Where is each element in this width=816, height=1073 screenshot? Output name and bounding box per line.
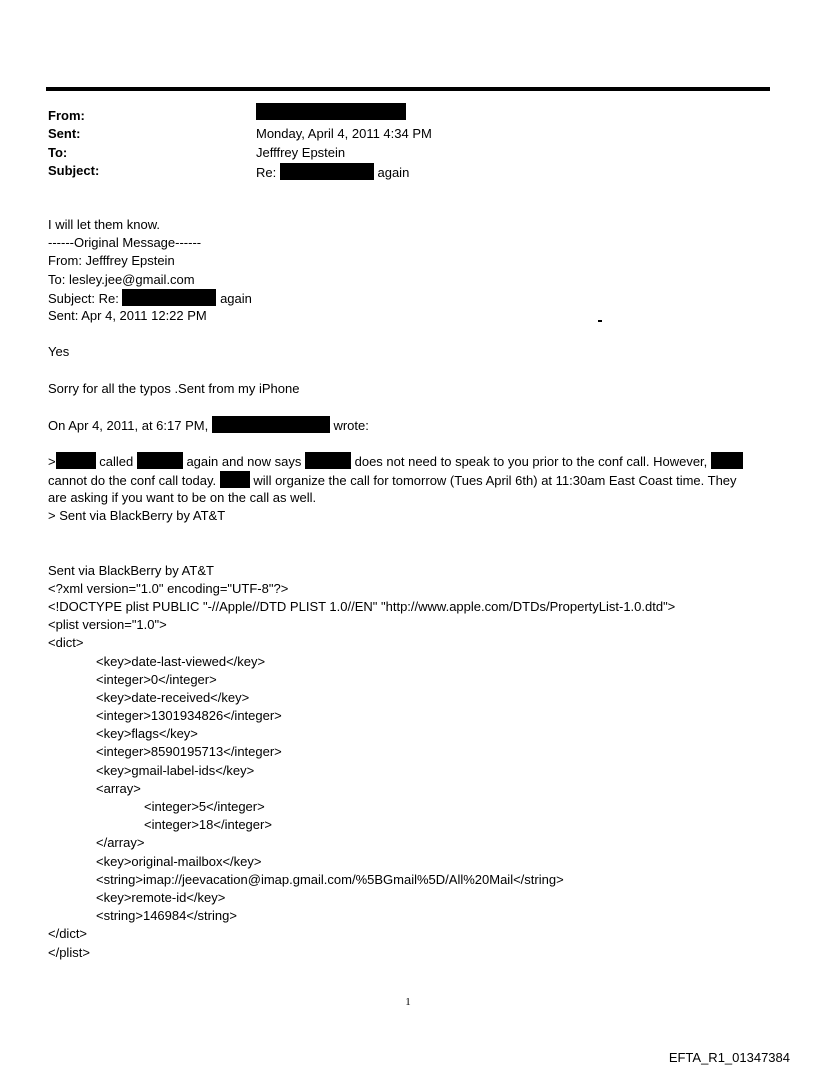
original-message-marker: ------Original Message------ (48, 235, 202, 251)
xml-line: <integer>0</integer> (96, 671, 217, 687)
original-subject-suffix: again (220, 290, 252, 306)
xml-line: <!DOCTYPE plist PUBLIC "-//Apple//DTD PLIST 1.0//EN" "http://www.apple.com/DTDs/PropertyList-1.0.dtd"> (48, 598, 676, 614)
redaction-box (220, 471, 250, 488)
stray-mark (598, 320, 602, 322)
original-to: To: lesley.jee@gmail.com (48, 271, 195, 287)
redaction-box (212, 416, 330, 433)
subject-prefix: Re: (256, 165, 277, 180)
wrote-text: wrote: (333, 418, 369, 434)
redaction-box (711, 452, 743, 469)
xml-plist-block (48, 580, 778, 962)
quoted-line-3: are asking if you want to be on the call as well. (48, 489, 317, 505)
redaction-box (122, 289, 216, 306)
from-label: From: (48, 108, 85, 123)
reply-text: I will let them know. (48, 217, 160, 232)
xml-line: <key>flags</key> (96, 726, 198, 742)
page-number: 1 (405, 996, 411, 1008)
xml-line: <key>original-mailbox</key> (96, 853, 262, 869)
to-value: Jefffrey Epstein (256, 145, 346, 160)
xml-line: <key>date-received</key> (96, 689, 250, 705)
xml-line: <string>imap://jeevacation@imap.gmail.com/%5BGmail%5D/All%20Mail</string> (96, 871, 564, 887)
xml-line: <key>remote-id</key> (96, 889, 226, 905)
original-subject (48, 289, 778, 307)
quoted-line-1: > called again and now says does not need to speak to you prior to the conf call. However, (48, 452, 778, 470)
subject-value (256, 163, 409, 180)
redaction-box (137, 452, 183, 469)
xml-line: <array> (96, 780, 141, 796)
message-body (48, 216, 778, 962)
redaction-box (256, 103, 406, 120)
xml-line: <?xml version="1.0" encoding="UTF-8"?> (48, 580, 289, 596)
to-label: To: (48, 145, 68, 160)
xml-line: </array> (96, 835, 145, 851)
original-subject-prefix: Subject: Re: (48, 290, 119, 306)
on-date-prefix: On Apr 4, 2011, at 6:17 PM, (48, 418, 209, 434)
typos-text: Sorry for all the typos .Sent from my iPhone (48, 380, 300, 396)
xml-line: <integer>18</integer> (144, 817, 272, 833)
redaction-box (56, 452, 96, 469)
xml-line: <key>gmail-label-ids</key> (96, 762, 255, 778)
xml-line: </dict> (48, 926, 88, 942)
from-value (256, 103, 406, 120)
header-rule (46, 87, 770, 91)
yes-text: Yes (48, 344, 70, 360)
quoted-line-2: cannot do the conf call today. will organize the call for tomorrow (Tues April 6th) at 11:30am East Coast time. They (48, 472, 737, 488)
sent-value: Monday, April 4, 2011 4:34 PM (256, 126, 432, 141)
document-id: EFTA_R1_01347384 (668, 1050, 790, 1065)
sent-via-blackberry: Sent via BlackBerry by AT&T (48, 562, 214, 578)
xml-line: <plist version="1.0"> (48, 617, 167, 633)
xml-line: <key>date-last-viewed</key> (96, 653, 266, 669)
quoted-sent-via: > Sent via BlackBerry by AT&T (48, 508, 226, 523)
subject-suffix: again (377, 165, 410, 180)
on-date-wrote (48, 416, 778, 434)
xml-line: </plist> (48, 944, 90, 960)
subject-label: Subject: (48, 163, 100, 178)
xml-line: <dict> (48, 635, 84, 651)
original-sent: Sent: Apr 4, 2011 12:22 PM (48, 307, 207, 323)
sent-label: Sent: (48, 126, 81, 141)
xml-line: <integer>8590195713</integer> (96, 744, 282, 760)
xml-line: <string>146984</string> (96, 908, 237, 924)
redaction-box (280, 163, 374, 180)
original-from: From: Jefffrey Epstein (48, 253, 175, 269)
xml-line: <integer>1301934826</integer> (96, 708, 282, 724)
xml-line: <integer>5</integer> (144, 799, 265, 814)
redaction-box (305, 452, 351, 469)
